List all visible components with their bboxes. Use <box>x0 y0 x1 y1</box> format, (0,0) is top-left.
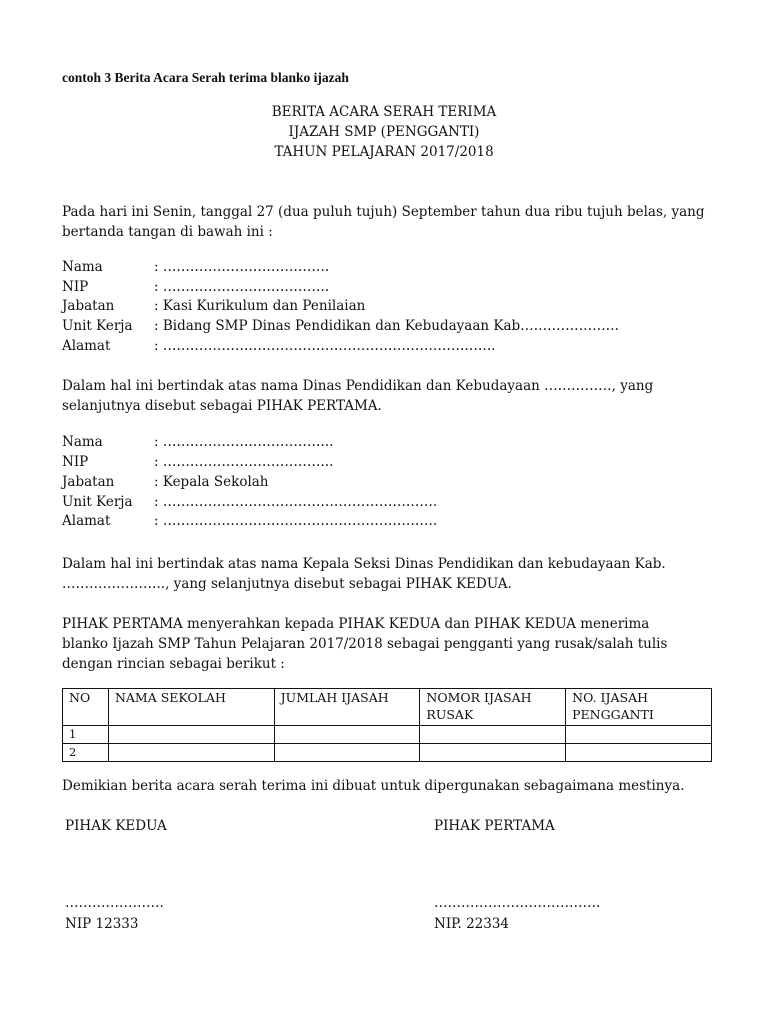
party1-statement-line-2: selanjutnya disebut sebagai PIHAK PERTAMA. <box>62 398 382 414</box>
cell-rusak <box>420 726 566 744</box>
handover-paragraph <box>62 614 712 674</box>
signature-right-role: PIHAK PERTAMA <box>434 818 555 834</box>
field-label: Alamat <box>62 338 111 354</box>
intro-line-1: Pada hari ini Senin, tanggal 27 (dua puluh tujuh) September tahun dua ribu tujuh belas, yang <box>62 204 705 220</box>
party2-statement-line-1: Dalam hal ini bertindak atas nama Kepala Seksi Dinas Pendidikan dan kebudayaan Kab. <box>62 556 666 572</box>
cell-no: 1 <box>63 726 109 744</box>
signature-left-nip: NIP 12333 <box>65 916 139 932</box>
field-value: : Kepala Sekolah <box>154 474 269 490</box>
field-label: Nama <box>62 434 103 450</box>
field-value: : ……………………………….. <box>154 434 334 450</box>
field-label: Unit Kerja <box>62 494 133 510</box>
handover-line-3: dengan rincian sebagai berikut : <box>62 656 285 672</box>
header-rusak-line-1: NOMOR IJASAH <box>426 690 532 705</box>
field-label: Unit Kerja <box>62 318 133 334</box>
field-value: : ………………………………. <box>154 279 330 295</box>
intro-line-2: bertanda tangan di bawah ini : <box>62 224 273 240</box>
title-line-3: TAHUN PELAJARAN 2017/2018 <box>274 144 494 160</box>
cell-rusak <box>420 744 566 762</box>
cell-no: 2 <box>63 744 109 762</box>
field-value: : Bidang SMP Dinas Pendidikan dan Kebudayaan Kab…………………. <box>154 318 619 334</box>
header-nomor-ijasah-rusak <box>420 689 566 726</box>
document-heading: contoh 3 Berita Acara Serah terima blanko ijazah <box>62 70 349 85</box>
handover-line-2: blanko Ijazah SMP Tahun Pelajaran 2017/2018 sebagai pengganti yang rusak/salah tulis <box>62 636 668 652</box>
field-value: : ……………………………………………………………….. <box>154 338 496 354</box>
title-line-1: BERITA ACARA SERAH TERIMA <box>271 104 497 120</box>
header-no: NO <box>63 689 109 726</box>
handover-line-1: PIHAK PERTAMA menyerahkan kepada PIHAK KEDUA dan PIHAK KEDUA menerima <box>62 616 650 632</box>
party1-statement <box>62 376 712 416</box>
cell-pengganti <box>566 744 712 762</box>
field-label: Alamat <box>62 513 111 529</box>
table-row <box>63 744 712 762</box>
field-label: Nama <box>62 259 103 275</box>
header-jumlah-ijasah: JUMLAH IJASAH <box>274 689 420 726</box>
field-label: Jabatan <box>62 298 115 314</box>
field-value: : ……………………………………………………. <box>154 494 438 510</box>
header-no-ijasah-pengganti <box>566 689 712 726</box>
field-value: : ……………………………………………………. <box>154 513 438 529</box>
party2-statement <box>62 554 712 594</box>
cell-jumlah <box>274 726 420 744</box>
cell-pengganti <box>566 726 712 744</box>
header-rusak-line-2: RUSAK <box>426 707 474 722</box>
field-value: : ……………………………….. <box>154 454 334 470</box>
signature-left-line: …………………. <box>65 895 164 911</box>
table-row <box>63 726 712 744</box>
header-nama-sekolah: NAMA SEKOLAH <box>108 689 274 726</box>
field-value: : Kasi Kurikulum dan Penilaian <box>154 298 366 314</box>
signature-left-role: PIHAK KEDUA <box>65 818 167 834</box>
party2-statement-line-2: ………………….., yang selanjutnya disebut sebagai PIHAK KEDUA. <box>62 576 512 592</box>
signature-right-nip: NIP. 22334 <box>434 916 510 932</box>
rincian-table <box>62 688 712 762</box>
table-header-row <box>63 689 712 726</box>
intro-paragraph <box>62 202 712 242</box>
closing-statement: Demikian berita acara serah terima ini dibuat untuk dipergunakan sebagaimana mestinya. <box>62 778 685 794</box>
header-pengganti-line-1: NO. IJASAH <box>572 690 649 705</box>
header-pengganti-line-2: PENGGANTI <box>572 707 654 722</box>
title-line-2: IJAZAH SMP (PENGGANTI) <box>288 124 480 140</box>
field-label: NIP <box>62 454 89 470</box>
cell-nama-sekolah <box>108 726 274 744</box>
field-value: : ………………………………. <box>154 259 330 275</box>
signature-right-line: ………………………………. <box>434 895 601 911</box>
party1-statement-line-1: Dalam hal ini bertindak atas nama Dinas Pendidikan dan Kebudayaan ……………, yang <box>62 378 654 394</box>
field-label: NIP <box>62 279 89 295</box>
field-label: Jabatan <box>62 474 115 490</box>
cell-jumlah <box>274 744 420 762</box>
cell-nama-sekolah <box>108 744 274 762</box>
